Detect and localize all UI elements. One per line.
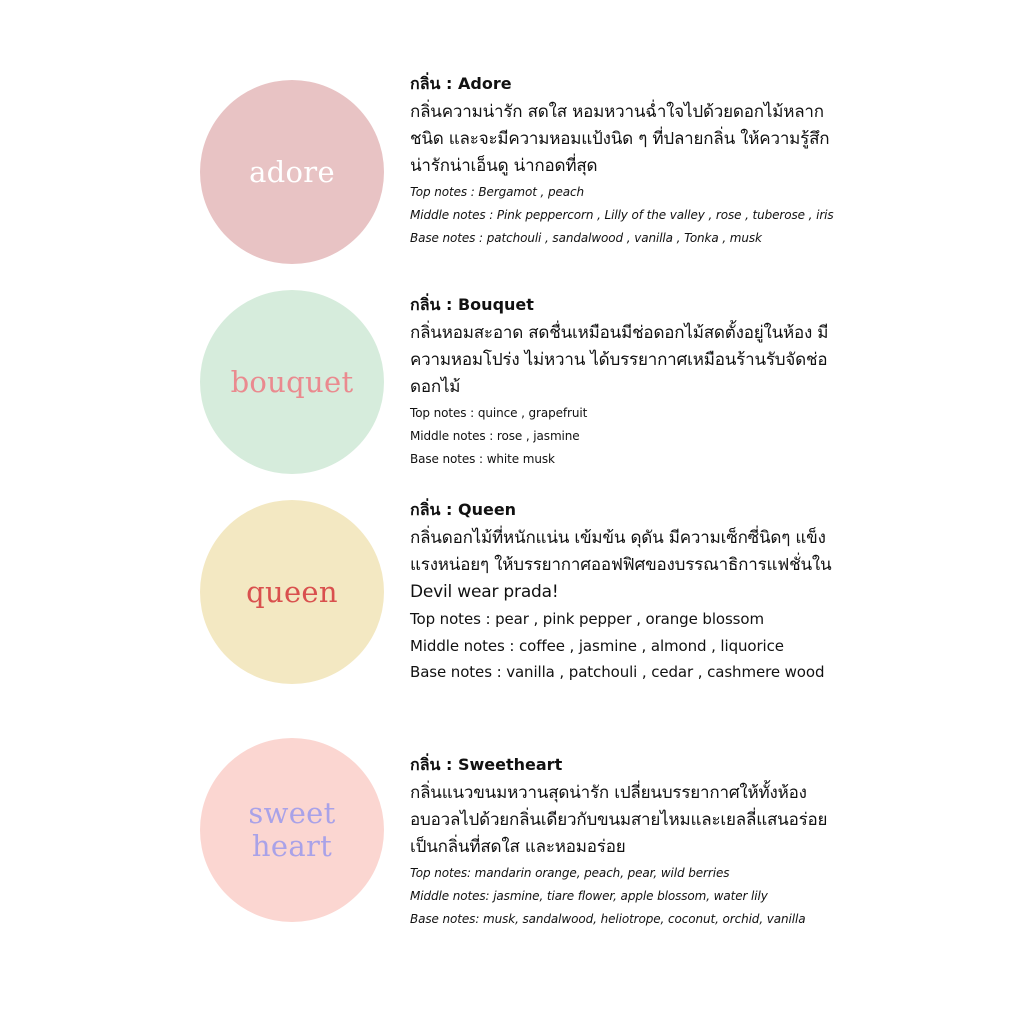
scent-notes <box>410 181 840 250</box>
scent-title <box>410 755 840 775</box>
middle-notes: Middle notes : rose , jasmine <box>410 429 580 443</box>
scent-circle-queen <box>200 500 384 684</box>
scent-description: กลิ่นแนวขนมหวานสุดน่ารัก เปลี่ยนบรรยากาศให้ทั้งห้องอบอวลไปด้วยกลิ่นเดียวกับขนมสายไหมและเยลลี่แสนอร่อย เป็นกลิ่นที่สดใส และหอมอร่อย <box>410 783 828 857</box>
scent-title-prefix: กลิ่น <box>410 74 441 93</box>
base-notes: Base notes : vanilla , patchouli , cedar , cashmere wood <box>410 663 825 681</box>
scent-title-separator: : <box>440 500 458 519</box>
middle-notes: Middle notes : Pink peppercorn , Lilly of the valley , rose , tuberose , iris <box>410 208 834 222</box>
scent-title-name: Sweetheart <box>457 755 563 774</box>
base-notes: Base notes : patchouli , sandalwood , vanilla , Tonka , musk <box>410 231 762 245</box>
scent-title <box>410 74 840 94</box>
scent-title <box>410 500 840 520</box>
scent-circle-adore <box>200 80 384 264</box>
scent-notes <box>410 606 840 686</box>
scent-notes <box>410 862 840 931</box>
top-notes: Top notes : pear , pink pepper , orange blossom <box>410 610 764 628</box>
scent-circle-label-line-2: heart <box>251 829 333 863</box>
top-notes: Top notes: mandarin orange, peach, pear, wild berries <box>410 866 730 880</box>
middle-notes: Middle notes : coffee , jasmine , almond , liquorice <box>410 636 784 655</box>
scent-description: กลิ่นความน่ารัก สดใส หอมหวานฉ่ำใจไปด้วยดอกไม้หลากชนิด และจะมีความหอมแป้งนิด ๆ ที่ปลายกลิ่น ให้ความรู้สึกน่ารักน่าเอ็นดู น่ากอดที่สุด <box>410 102 830 176</box>
base-notes: Base notes : white musk <box>410 452 555 466</box>
scent-description: กลิ่นหอมสะอาด สดชื่นเหมือนมีช่อดอกไม้สดตั้งอยู่ในห้อง มีความหอมโปร่ง ไม่หวาน ได้บรรยากาศเหมือนร้านรับจัดช่อดอกไม้ <box>410 323 829 397</box>
scent-circle-label-line-1: sweet <box>248 796 336 830</box>
scent-title-separator: : <box>440 755 458 774</box>
top-notes: Top notes : Bergamot , peach <box>410 185 585 199</box>
scent-title-prefix: กลิ่น <box>410 295 441 314</box>
scent-circle-label: queen <box>246 574 338 609</box>
scent-title-separator: : <box>440 295 458 314</box>
scent-circle-sweetheart <box>200 738 384 922</box>
scent-info-adore <box>410 74 840 250</box>
scent-info-sweetheart <box>410 755 840 931</box>
scent-description: กลิ่นดอกไม้ที่หนักแน่น เข้มข้น ดุดัน มีความเซ็กซี่นิดๆ แข็งแรงหน่อยๆ ให้บรรยากาศออฟฟิศของบรรณาธิการแฟชั่นใน Devil wear prada! <box>410 528 832 602</box>
scent-circle-bouquet <box>200 290 384 474</box>
middle-notes: Middle notes: jasmine, tiare flower, apple blossom, water lily <box>410 889 768 903</box>
scent-circle-label-group <box>248 797 335 863</box>
scent-notes <box>410 402 840 471</box>
scent-title-name: Bouquet <box>457 295 534 314</box>
scent-title-name: Adore <box>457 74 512 93</box>
scent-title-separator: : <box>440 74 458 93</box>
top-notes: Top notes : quince , grapefruit <box>410 406 588 420</box>
scent-title-prefix: กลิ่น <box>410 755 441 774</box>
scent-title-name: Queen <box>457 500 517 519</box>
scent-info-queen <box>410 500 840 686</box>
base-notes: Base notes: musk, sandalwood, heliotrope, coconut, orchid, vanilla <box>410 912 806 926</box>
scent-circle-label: adore <box>249 154 335 189</box>
scent-info-bouquet <box>410 295 840 471</box>
scent-title <box>410 295 840 315</box>
scent-title-prefix: กลิ่น <box>410 500 441 519</box>
scent-circle-label: bouquet <box>230 364 354 399</box>
